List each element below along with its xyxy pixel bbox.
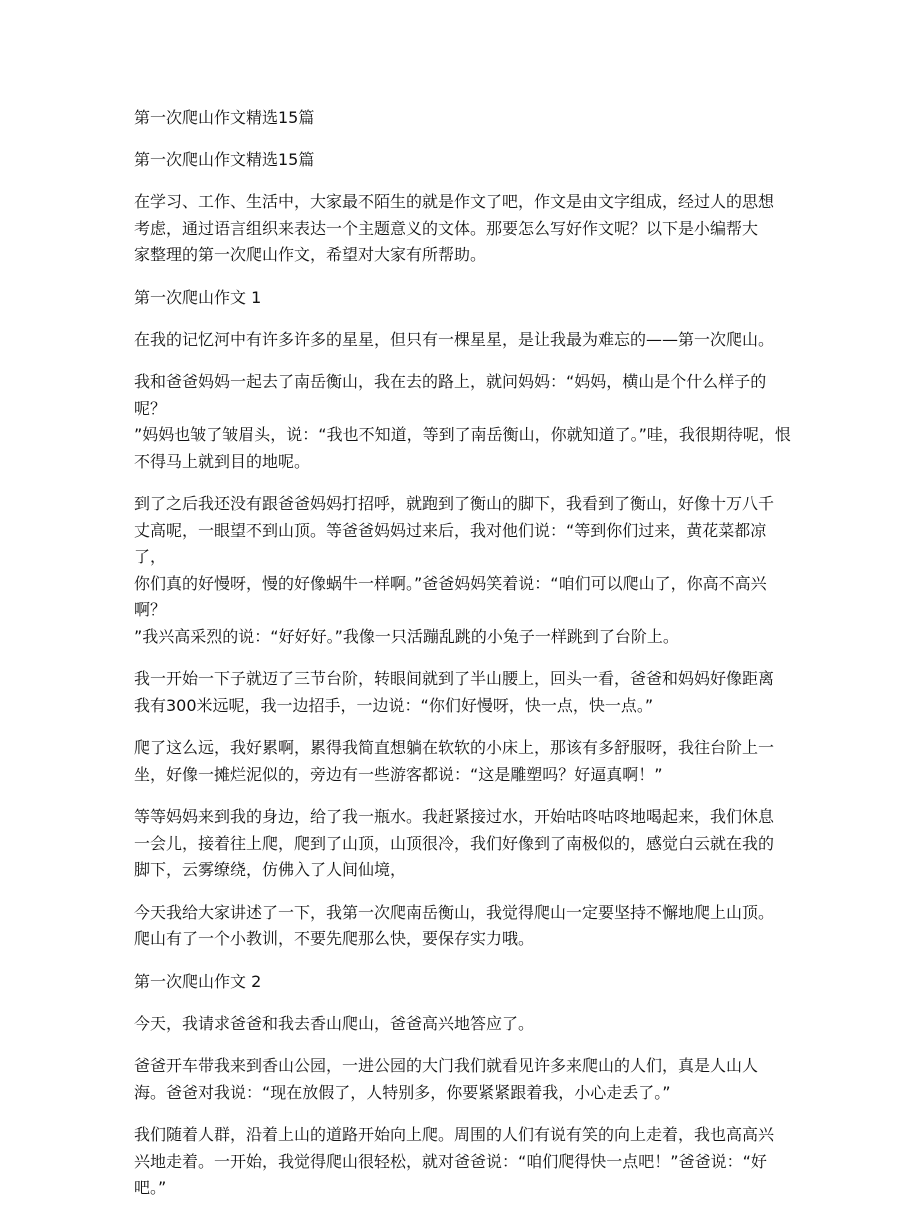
paragraph: 爸爸开车带我来到香山公园，一进公园的大门我们就看见许多来爬山的人们，真是人山人 海。爸爸对我说：“现在放假了，人特别多，你要紧紧跟着我，小心走丢了。” [134,1056,759,1102]
paragraph: 今天，我请求爸爸和我去香山爬山，爸爸高兴地答应了。 [134,1013,535,1033]
document-title: 第一次爬山作文精选15篇 [134,108,315,127]
section-heading: 第一次爬山作文 2 [134,971,262,991]
paragraph: 今天我给大家讲述了一下，我第一次爬南岳衡山，我觉得爬山一定要坚持不懈地爬上山顶。 爬山有了一个小教训，不要先爬那么快，要保存实力哦。 [134,902,775,948]
paragraph: 爬了这么远，我好累啊，累得我简直想躺在软软的小床上，那该有多舒服呀，我往台阶上一 坐，好像一摊烂泥似的，旁边有一些游客都说：“这是雕塑吗？好逼真啊！” [134,738,775,784]
section-heading: 第一次爬山作文 1 [134,287,262,307]
document-subtitle: 第一次爬山作文精选15篇 [134,150,315,169]
paragraph: 等等妈妈来到我的身边，给了我一瓶水。我赶紧接过水，开始咕咚咕咚地喝起来，我们休息 一会儿，接着往上爬，爬到了山顶，山顶很冷，我们好像到了南极似的，感觉白云就在我的 脚下，云雾缭绕，仿佛入了人间仙境， [134,807,775,879]
paragraph: 到了之后我还没有跟爸爸妈妈打招呼，就跑到了衡山的脚下，我看到了衡山，好像十万八千 丈高呢，一眼望不到山顶。等爸爸妈妈过来后，我对他们说：“等到你们过来，黄花菜都凉了， 你们真的好慢呀，慢的好像蜗牛一样啊。”爸爸妈妈笑着说：“咱们可以爬山了，你高不高兴啊？ ”我兴高采烈的说：“好好好。”我像一只活蹦乱跳的小兔子一样跳到了台阶上。 [134,494,775,646]
paragraph: 我们随着人群，沿着上山的道路开始向上爬。周围的人们有说有笑的向上走着，我也高高兴 兴地走着。一开始，我觉得爬山很轻松，就对爸爸说：“咱们爬得快一点吧！”爸爸说：“好吧。” [134,1125,775,1197]
paragraph: 我和爸爸妈妈一起去了南岳衡山，我在去的路上，就问妈妈：“妈妈，横山是个什么样子的呢？ ”妈妈也皱了皱眉头，说：“我也不知道，等到了南岳衡山，你就知道了。”哇，我很期待呢，恨 不得马上就到目的地呢。 [134,372,791,471]
document-page [134,105,794,1218]
intro-paragraph: 在学习、工作、生活中，大家最不陌生的就是作文了吧，作文是由文字组成，经过人的思想 考虑，通过语言组织来表达一个主题意义的文体。那要怎么写好作文呢？以下是小编帮大 家整理的第一次爬山作文，希望对大家有所帮助。 [134,192,775,264]
paragraph: 我一开始一下子就迈了三节台阶，转眼间就到了半山腰上，回头一看，爸爸和妈妈好像距离 我有300米远呢，我一边招手，一边说：“你们好慢呀，快一点，快一点。” [134,669,775,715]
paragraph: 在我的记忆河中有许多许多的星星，但只有一棵星星，是让我最为难忘的——第一次爬山。 [134,329,775,349]
